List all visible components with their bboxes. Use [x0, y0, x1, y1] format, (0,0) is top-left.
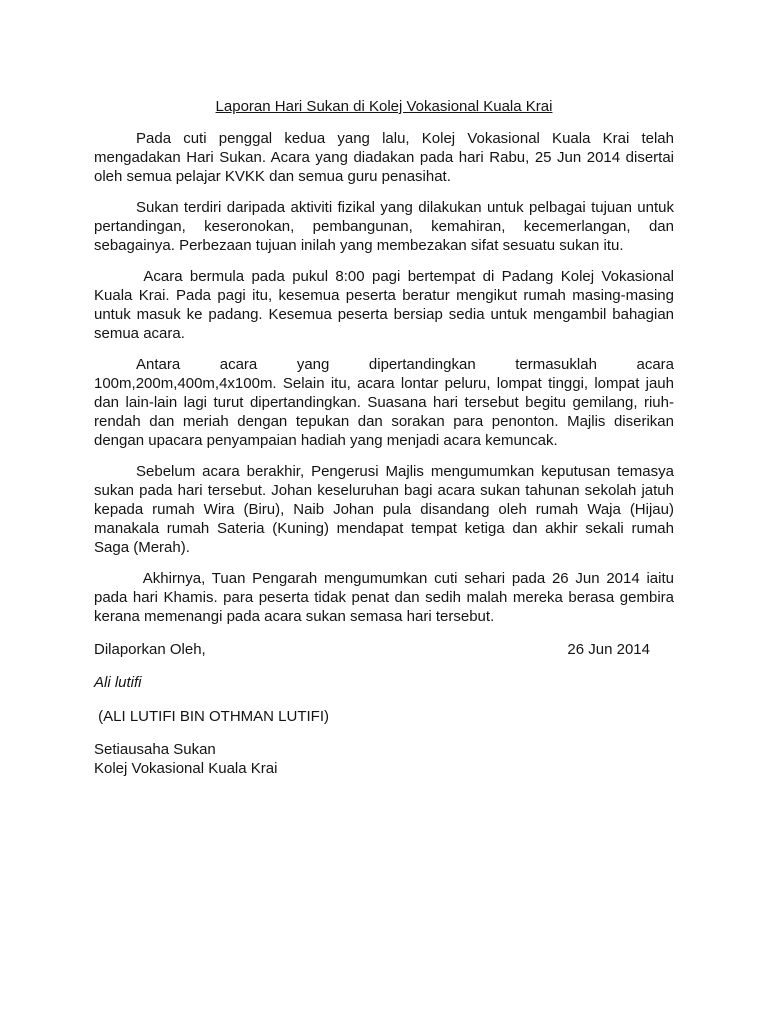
- signatory-role: Setiausaha Sukan: [94, 741, 216, 758]
- report-title: Laporan Hari Sukan di Kolej Vokasional Kuala Krai: [215, 98, 553, 115]
- paragraph-event-start: Acara bermula pada pukul 8:00 pagi bertempat di Padang Kolej Vokasional Kuala Krai. Pada pagi itu, kesemua peserta beratur mengikut rumah masing-masing untuk masuk ke padang. Kesemua peserta bersiap sedia untuk mengambil bahagian semua acara.: [94, 268, 674, 342]
- paragraph-introduction: Pada cuti penggal kedua yang lalu, Kolej Vokasional Kuala Krai telah mengadakan Hari Sukan. Acara yang diadakan pada hari Rabu, 25 Jun 2014 disertai oleh semua pelajar KVKK dan semua guru penasihat.: [94, 130, 674, 185]
- paragraph-sports-purpose: Sukan terdiri daripada aktiviti fizikal yang dilakukan untuk pelbagai tujuan untuk pertandingan, keseronokan, pembangunan, kemahiran, kecemerlangan, dan sebagainya. Perbezaan tujuan inilah yang membezakan sifat sesuatu sukan itu.: [94, 199, 674, 254]
- report-date: 26 Jun 2014: [567, 641, 650, 658]
- paragraph-results: Sebelum acara berakhir, Pengerusi Majlis mengumumkan keputusan temasya sukan pada hari tersebut. Johan keseluruhan bagi acara sukan tahunan sekolah jatuh kepada rumah Wira (Biru), Naib Johan pula disandang oleh rumah Waja (Hijau) manakala rumah Sateria (Kuning) mendapat tempat ketiga dan akhir sekali rumah Saga (Merah).: [94, 463, 674, 556]
- signoff-row: [94, 640, 674, 659]
- reported-by-label: Dilaporkan Oleh,: [94, 641, 206, 658]
- paragraph-closing: Akhirnya, Tuan Pengarah mengumumkan cuti sehari pada 26 Jun 2014 iaitu pada hari Khamis. para peserta tidak penat dan sedih malah mereka berasa gembira kerana memenangi pada acara sukan semasa hari tersebut.: [94, 570, 674, 625]
- signatory-organization: Kolej Vokasional Kuala Krai: [94, 760, 278, 777]
- signatory-full-name: (ALI LUTIFI BIN OTHMAN LUTIFI): [94, 708, 330, 725]
- signatory-block: [94, 740, 674, 778]
- signature-text: Ali lutifi: [94, 674, 142, 691]
- paragraph-events-list: Antara acara yang dipertandingkan termasuklah acara 100m,200m,400m,4x100m. Selain itu, acara lontar peluru, lompat tinggi, lompat jauh dan lain-lain lagi turut dipertandingkan. Suasana hari tersebut begitu gemilang, riuh-rendah dan meriah dengan tepukan dan sorakan para penonton. Majlis diserikan dengan upacara penyampaian hadiah yang menjadi acara kemuncak.: [94, 356, 674, 449]
